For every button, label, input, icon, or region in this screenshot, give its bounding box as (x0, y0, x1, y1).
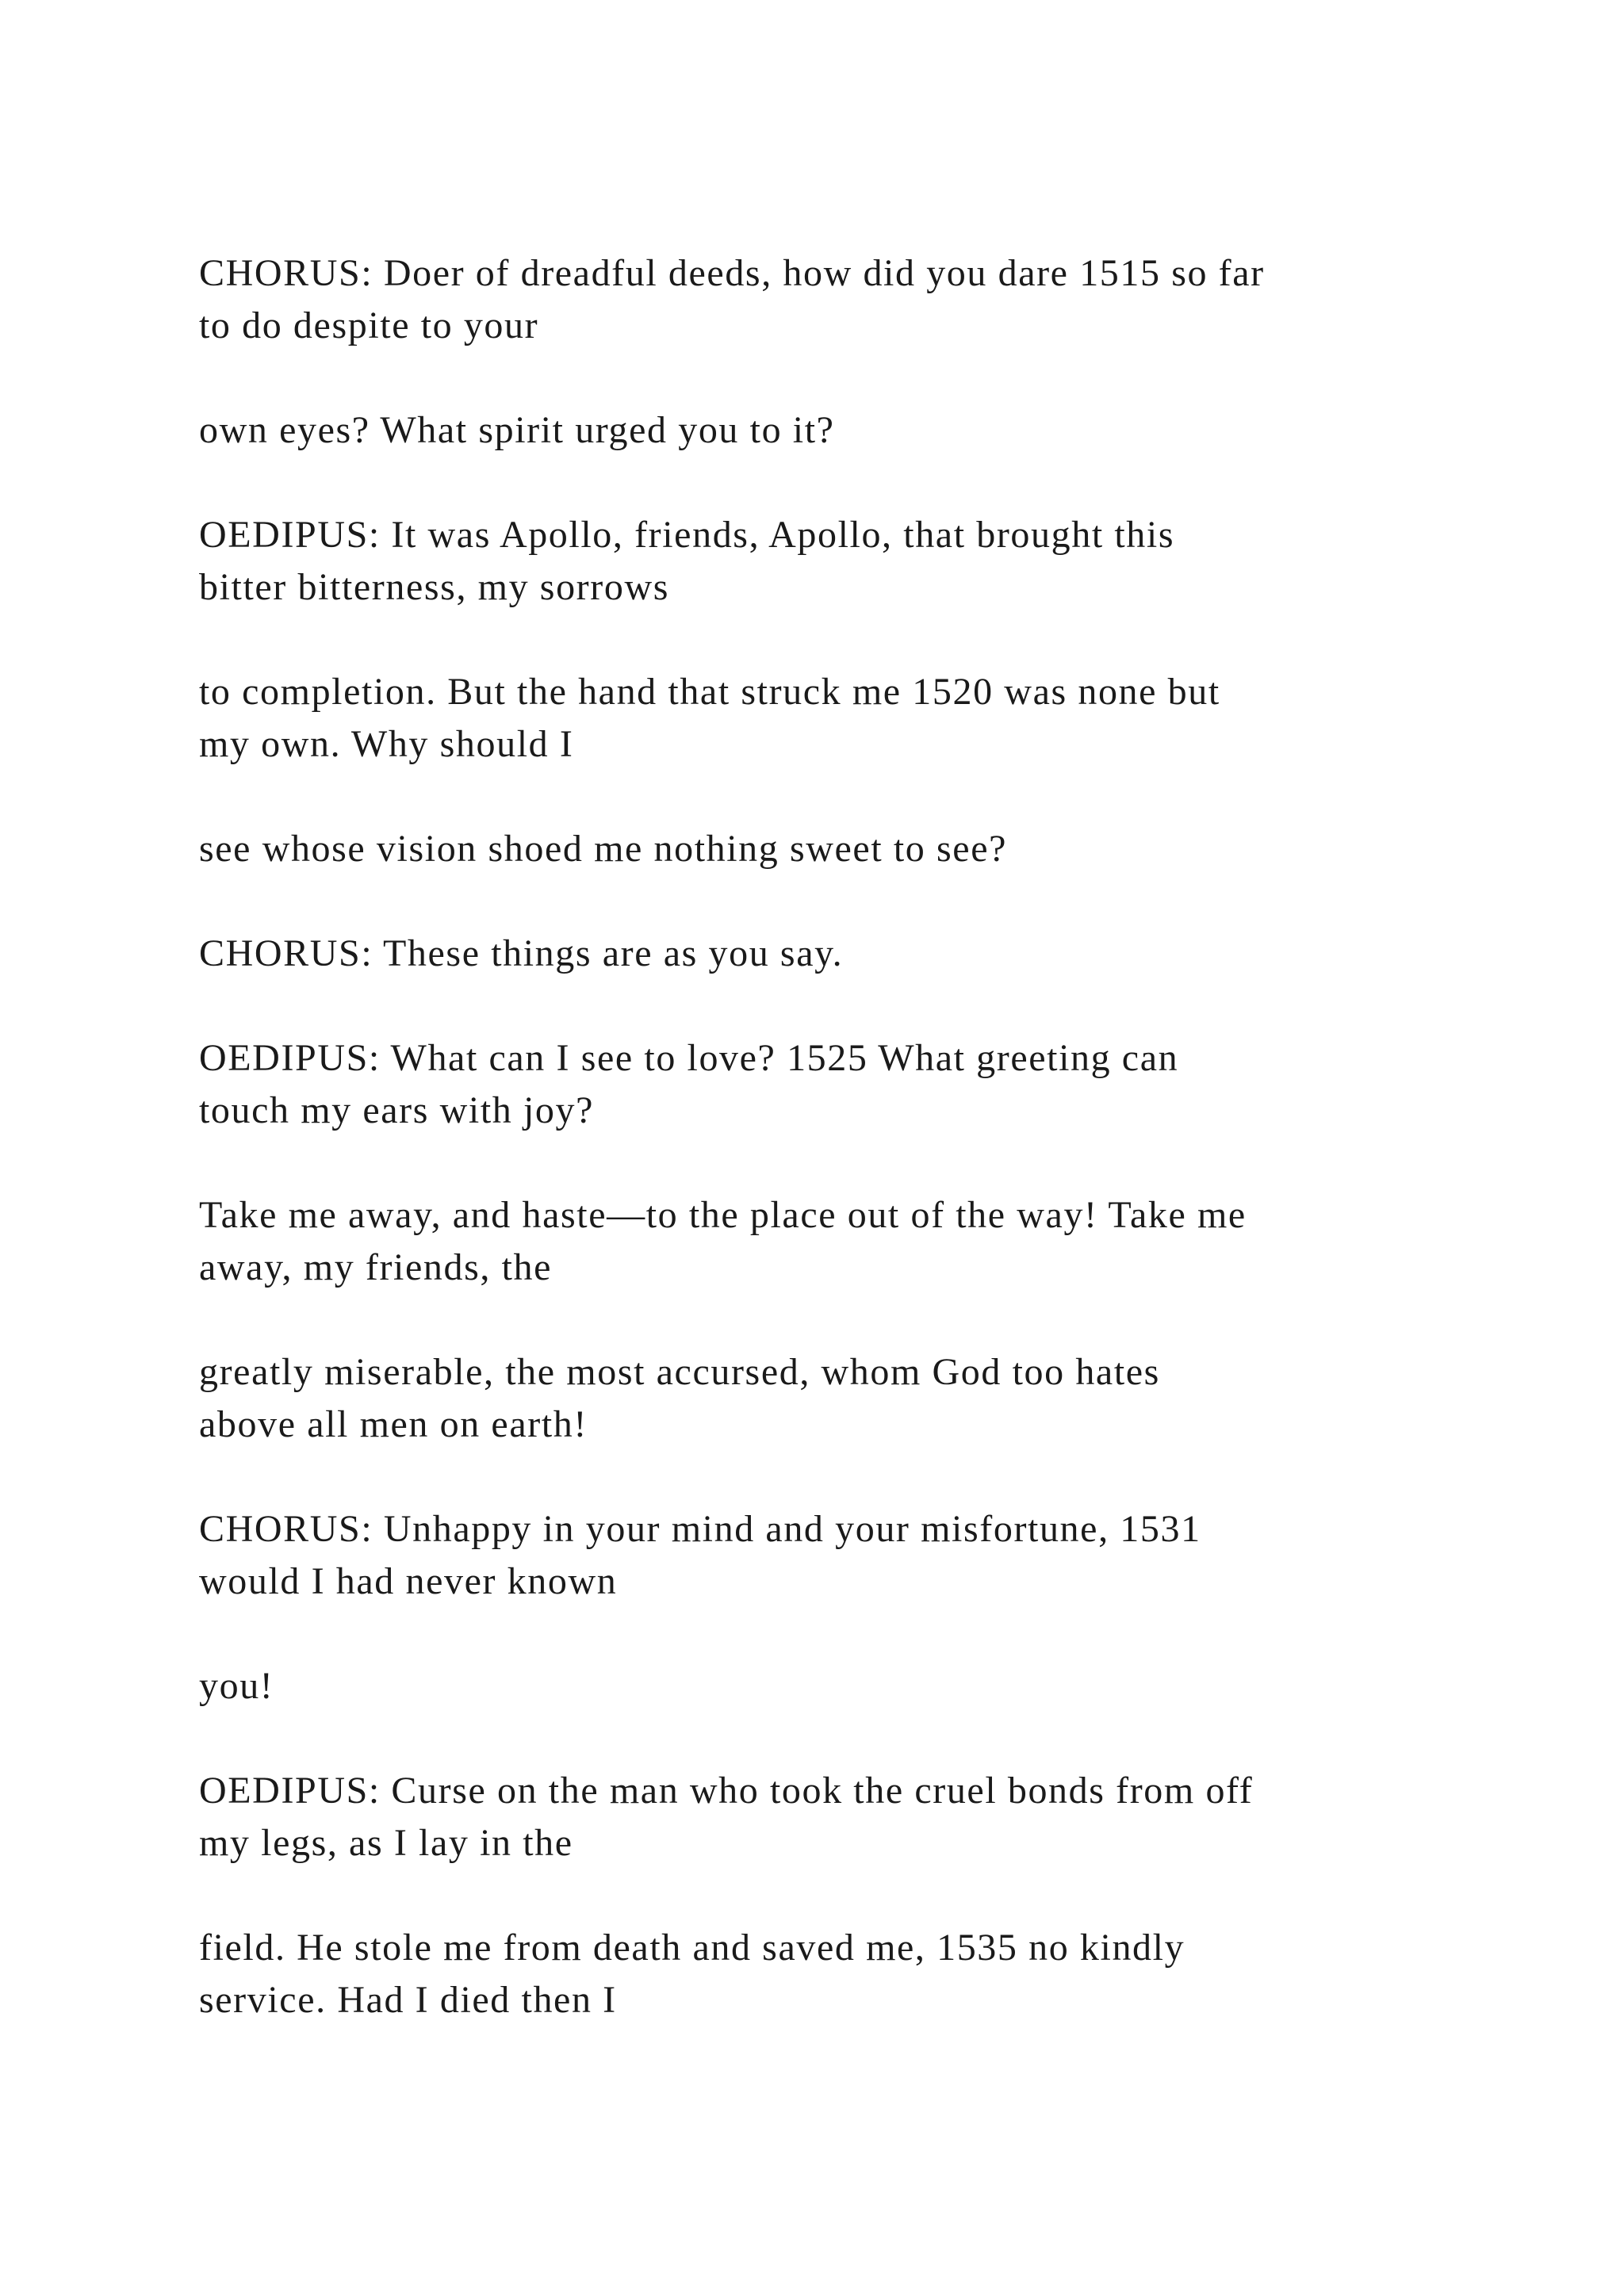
text-line: Take me away, and haste—to the place out of the way! Take me (199, 1194, 1247, 1236)
paragraph (199, 1189, 1468, 1294)
paragraph (199, 1346, 1468, 1451)
text-line: CHORUS: Doer of dreadful deeds, how did you dare 1515 so far (199, 252, 1265, 294)
text-line: service. Had I died then I (199, 1979, 617, 2021)
text-line: field. He stole me from death and saved me, 1535 no kindly (199, 1927, 1185, 1969)
paragraph (199, 823, 1468, 875)
text-line: to completion. But the hand that struck me 1520 was none but (199, 671, 1220, 713)
text-line: greatly miserable, the most accursed, whom God too hates (199, 1351, 1160, 1393)
document-text (199, 247, 1468, 2079)
paragraph (199, 666, 1468, 771)
paragraph (199, 404, 1468, 457)
paragraph (199, 509, 1468, 614)
paragraph (199, 247, 1468, 352)
text-line: above all men on earth! (199, 1403, 588, 1445)
text-line: OEDIPUS: It was Apollo, friends, Apollo, that brought this (199, 514, 1175, 556)
text-line: my legs, as I lay in the (199, 1822, 573, 1864)
text-line: own eyes? What spirit urged you to it? (199, 409, 835, 451)
text-line: my own. Why should I (199, 723, 574, 765)
paragraph (199, 928, 1468, 980)
text-line: touch my ears with joy? (199, 1089, 595, 1131)
paragraph (199, 1922, 1468, 2026)
paragraph (199, 1765, 1468, 1869)
paragraph (199, 1032, 1468, 1137)
text-line: see whose vision shoed me nothing sweet to see? (199, 828, 1008, 870)
text-line: OEDIPUS: What can I see to love? 1525 What greeting can (199, 1037, 1179, 1079)
text-line: away, my friends, the (199, 1246, 553, 1288)
text-line: to do despite to your (199, 304, 539, 346)
text-line: would I had never known (199, 1560, 618, 1602)
text-line: bitter bitterness, my sorrows (199, 566, 669, 608)
text-line: CHORUS: Unhappy in your mind and your misfortune, 1531 (199, 1508, 1201, 1550)
paragraph (199, 1660, 1468, 1712)
text-line: you! (199, 1665, 274, 1707)
paragraph (199, 1503, 1468, 1608)
text-line: CHORUS: These things are as you say. (199, 932, 844, 974)
text-line: OEDIPUS: Curse on the man who took the cruel bonds from off (199, 1770, 1254, 1812)
